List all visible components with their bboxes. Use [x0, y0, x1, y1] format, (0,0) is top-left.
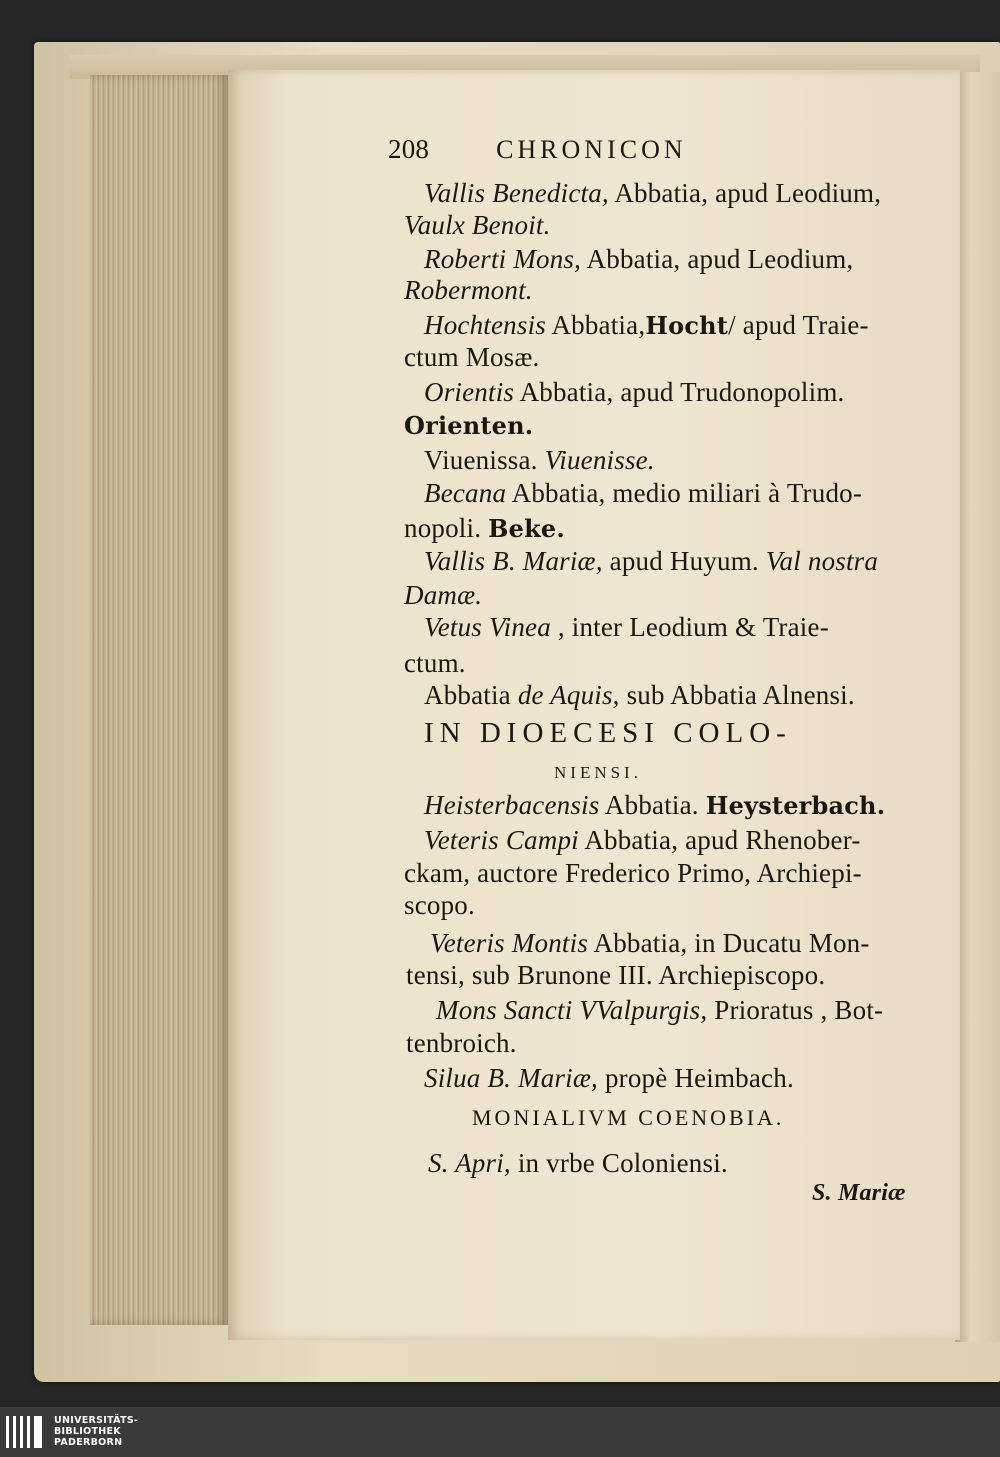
line-text: apud Huyum.	[602, 546, 766, 576]
text-line	[424, 178, 881, 208]
line-text: tenbroich.	[406, 1028, 517, 1058]
text-line	[424, 546, 878, 576]
section-heading-cont: NIENSI.	[554, 763, 642, 782]
logo-line-2: BIBLIOTHEK	[54, 1426, 121, 1437]
line-text: scopo.	[404, 890, 475, 920]
line-text: nopoli.	[404, 513, 489, 543]
text-line	[404, 858, 862, 888]
italic-name: Vetus Vinea	[424, 612, 551, 642]
italic-name: Orientis	[424, 377, 515, 407]
line-text: ctum Mosæ.	[404, 342, 540, 372]
line-text: Abbatia	[424, 680, 518, 710]
italic-name: Heisterbacensis	[424, 790, 600, 820]
text-line	[404, 210, 551, 240]
line-text: Abbatia,	[545, 310, 646, 340]
text-line	[430, 928, 870, 958]
line-text: Abbatia, apud Trudonopolim.	[514, 377, 845, 407]
italic-name: Viuenisse.	[544, 445, 655, 475]
text-line	[404, 275, 533, 305]
text-line	[404, 410, 533, 441]
blackletter-name: Orienten.	[404, 411, 534, 440]
text-line	[436, 995, 883, 1025]
library-logo-icon	[6, 1416, 44, 1448]
text-line	[406, 960, 825, 990]
line-text: , inter Leodium & Traie-	[550, 612, 829, 642]
page-number: 208	[388, 134, 430, 164]
text-line	[406, 1028, 517, 1058]
line-text: Abbatia, apud Rhenober-	[578, 825, 861, 855]
line-text: Abbatia, in Ducatu Mon-	[588, 928, 870, 958]
logo-line-3: PADERBORN	[54, 1437, 123, 1448]
section-heading: IN DIOECESI COLO-	[424, 717, 792, 749]
last-line-text: in vrbe Coloniensi.	[510, 1148, 728, 1178]
text-line	[424, 680, 855, 710]
last-line	[428, 1148, 728, 1178]
italic-name: Becana	[424, 478, 507, 508]
text-line	[404, 648, 466, 678]
italic-name: de Aquis,	[517, 680, 620, 710]
italic-name: Mons Sancti VValpurgis,	[436, 995, 708, 1025]
line-text: Viuenissa.	[424, 445, 545, 475]
line-text: tensi, sub Brunone III. Archiepiscopo.	[406, 960, 826, 990]
text-line	[424, 478, 862, 508]
blackletter-name: Beke.	[488, 514, 565, 543]
running-head: CHRONICON	[496, 135, 687, 164]
italic-name: Damæ.	[404, 580, 483, 610]
italic-name: Hochtensis	[424, 310, 546, 340]
library-footer	[0, 1407, 1000, 1457]
section-title: MONIALIVM COENOBIA.	[472, 1105, 785, 1130]
italic-name: Val nostra	[765, 546, 879, 576]
text-line	[404, 513, 565, 544]
logo-line-1: UNIVERSITÄTS-	[54, 1415, 139, 1426]
line-text: Abbatia, apud Leodium,	[581, 244, 854, 274]
catchword: S. Mariæ	[812, 1180, 906, 1206]
text-line	[424, 825, 861, 855]
line-text: propè Heimbach.	[598, 1063, 794, 1093]
page-text	[228, 70, 960, 1340]
blackletter-name: Hocht	[645, 311, 729, 340]
text-line	[424, 377, 844, 407]
text-line	[404, 342, 540, 372]
line-text: / apud Traie-	[728, 310, 869, 340]
italic-name: Vaulx Benoit.	[404, 210, 551, 240]
line-text: sub Abbatia Alnensi.	[619, 680, 855, 710]
text-line	[424, 1063, 794, 1093]
library-logo-text	[54, 1415, 138, 1448]
line-text: Abbatia, apud Leodium,	[608, 178, 882, 208]
page-header	[388, 134, 687, 165]
italic-name: Silua B. Mariæ,	[424, 1063, 599, 1093]
text-line	[424, 445, 655, 475]
text-line	[424, 612, 829, 642]
line-text: Abbatia, medio miliari à Trudo-	[506, 478, 863, 508]
italic-name: Veteris Montis	[430, 928, 589, 958]
text-line	[424, 790, 885, 821]
italic-name: Vallis Benedicta,	[424, 178, 609, 208]
line-text: ctum.	[404, 648, 466, 678]
text-line	[404, 890, 475, 920]
text-line	[404, 580, 482, 610]
italic-name: Vallis B. Mariæ,	[424, 546, 603, 576]
italic-name: Roberti Mons,	[424, 244, 582, 274]
facing-page-sliver	[955, 72, 1000, 1342]
italic-name: Veteris Campi	[424, 825, 579, 855]
text-line	[424, 244, 853, 274]
line-text: Abbatia.	[599, 790, 706, 820]
page-edges-stack	[90, 75, 230, 1325]
line-text: ckam, auctore Frederico Primo, Archiepi-	[404, 858, 862, 888]
italic-name: Robermont.	[404, 275, 533, 305]
text-line	[424, 310, 869, 341]
book-page	[228, 70, 960, 1340]
last-line-place: S. Apri,	[428, 1148, 511, 1178]
line-text: Prioratus , Bot-	[707, 995, 884, 1025]
blackletter-name: Heysterbach.	[705, 791, 886, 820]
